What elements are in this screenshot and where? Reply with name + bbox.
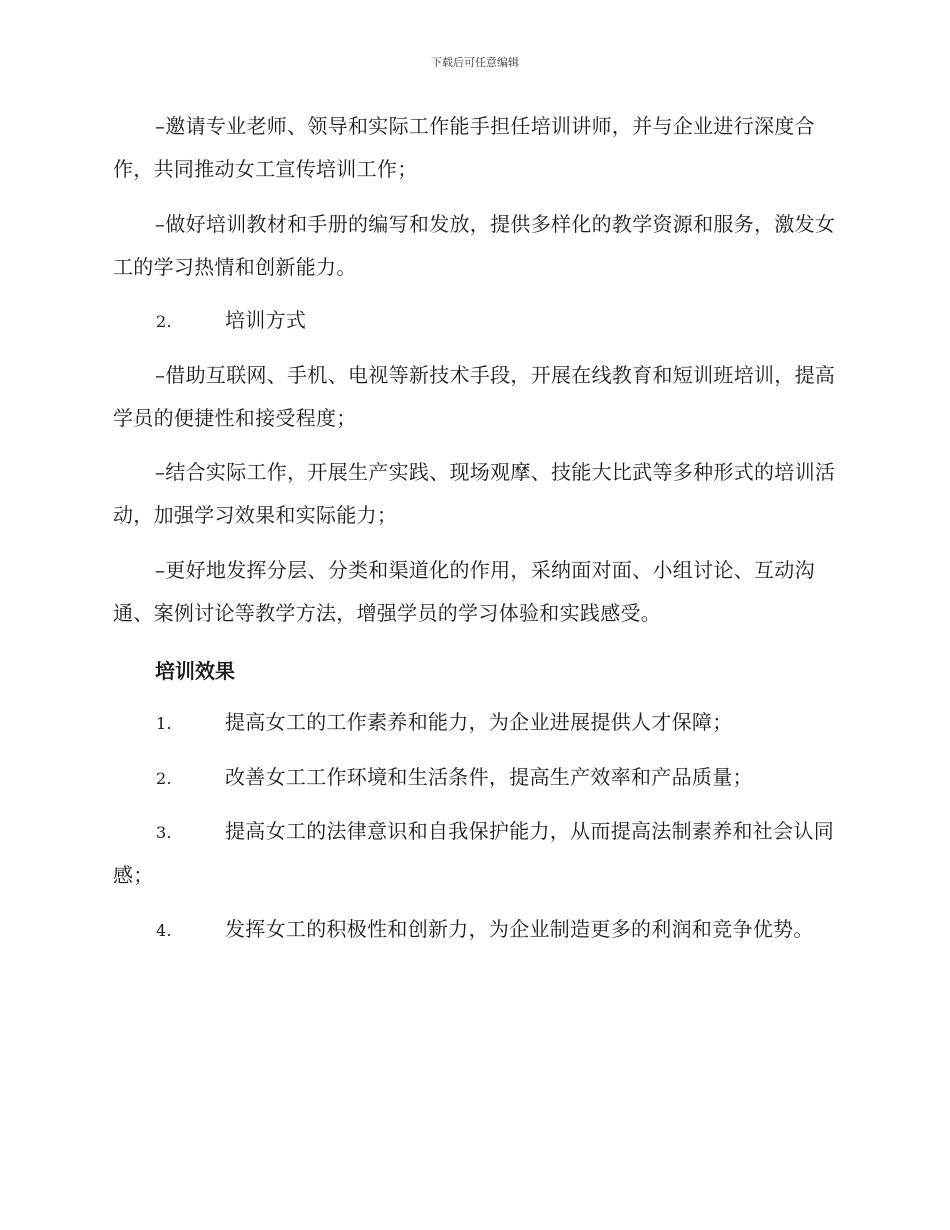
- list-text: 发挥女工的积极性和创新力，为企业制造更多的利润和竞争优势。: [225, 917, 814, 941]
- section-label: 培训方式: [225, 308, 307, 332]
- page-header: 下载后可任意编辑: [431, 56, 519, 69]
- method-item-online: –借助互联网、手机、电视等新技术手段，开展在线教育和短训班培训，提高学员的便捷性和接受程度；: [113, 363, 836, 430]
- list-number: 2.: [156, 769, 172, 788]
- effect-item-3: [113, 810, 843, 897]
- list-number: 3.: [156, 823, 172, 842]
- effect-item-1: [113, 701, 843, 745]
- list-text: 改善女工工作环境和生活条件，提高生产效率和产品质量；: [225, 765, 753, 789]
- paragraph-materials: –做好培训教材和手册的编写和发放，提供多样化的教学资源和服务，激发女工的学习热情和创新能力。: [113, 212, 836, 279]
- effects-heading: 培训效果: [155, 659, 235, 683]
- list-number: 1.: [156, 714, 172, 733]
- effect-item-2: [113, 756, 843, 800]
- section-number: 2.: [156, 312, 172, 331]
- section-method: [113, 299, 843, 343]
- paragraph-instructors: –邀请专业老师、领导和实际工作能手担任培训讲师，并与企业进行深度合作，共同推动女工宣传培训工作；: [113, 114, 815, 181]
- method-item-practice: –结合实际工作，开展生产实践、现场观摩、技能大比武等多种形式的培训活动，加强学习效果和实际能力；: [113, 460, 836, 527]
- list-number: 4.: [156, 921, 172, 940]
- method-item-layered: –更好地发挥分层、分类和渠道化的作用，采纳面对面、小组讨论、互动沟通、案例讨论等教学方法，增强学员的学习体验和实践感受。: [113, 558, 815, 625]
- list-text: 提高女工的工作素养和能力，为企业进展提供人才保障；: [225, 710, 733, 734]
- effect-item-4: [113, 908, 843, 952]
- list-text: 提高女工的法律意识和自我保护能力，从而提高法制素养和社会认同感；: [113, 819, 834, 887]
